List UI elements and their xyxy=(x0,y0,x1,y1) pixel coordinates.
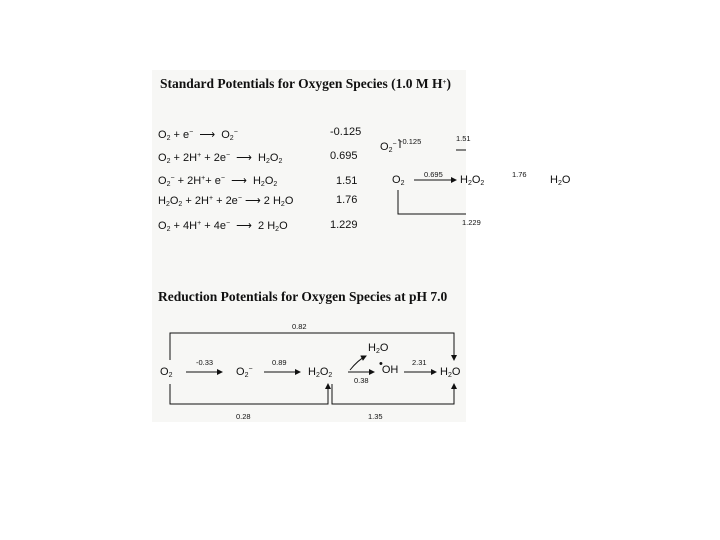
ph7-title: Reduction Potentials for Oxygen Species at pH 7.0 xyxy=(158,289,448,304)
reaction-2: $O_2 + 2H^+ + 2e^-$ ⟶ $H_2O_2$ xyxy=(158,152,283,165)
h2o-species: $H_2O$ xyxy=(550,174,571,187)
reaction-2-potential: 0.695 xyxy=(330,150,358,162)
standard-potentials-title: Standard Potentials for Oxygen Species (1.0 M H+) xyxy=(160,76,451,91)
ph7-label-0-28: 0.28 xyxy=(236,412,251,421)
ph7-label-2-31: 2.31 xyxy=(412,358,427,367)
oxygen-potentials-figure xyxy=(152,70,571,422)
ph7-top-bracket-arrow xyxy=(170,333,454,360)
reaction-5-potential: 1.229 xyxy=(330,219,358,231)
reaction-3-potential: 1.51 xyxy=(336,175,358,187)
ph7-label-1-35: 1.35 xyxy=(368,412,383,421)
ph7-label-neg-0-33: -0.33 xyxy=(196,358,214,367)
ph7-h2o2-species: $H_2O_2$ xyxy=(308,366,333,379)
ph7-o2-species: $O_2$ xyxy=(160,366,173,379)
h2o2-species: $H_2O_2$ xyxy=(460,174,485,187)
ph7-right-bottom-bracket-arrow xyxy=(332,384,454,404)
ph7-label-0-38: 0.38 xyxy=(354,376,369,385)
ph7-h2o-species: $H_2O$ xyxy=(440,366,461,379)
superoxide-species: $O_2^-$ xyxy=(380,141,397,154)
reaction-5: $O_2 + 4H^+ + 4e^-$ ⟶ 2 $H_2O$ xyxy=(158,220,288,233)
reaction-1-potential: -0.125 xyxy=(330,126,362,138)
reaction-3: $O_2^- + 2H^++ e^-$ ⟶ $H_2O_2$ xyxy=(158,175,278,188)
ph7-left-bottom-bracket-arrow xyxy=(170,384,328,404)
label-h2o2-to-h2o: 1.76 xyxy=(512,170,527,179)
reaction-4-potential: 1.76 xyxy=(336,194,358,206)
o2-to-h2o-arrow xyxy=(398,190,466,214)
label-superoxide-to-h2o2: 1.51 xyxy=(456,134,471,143)
superoxide-to-h2o2-arrow xyxy=(456,150,466,168)
ph7-label-0-82: 0.82 xyxy=(292,322,307,331)
o2-species: $O_2$ xyxy=(392,174,405,187)
ph7-superoxide-species: $O_2^-$ xyxy=(236,366,253,379)
label-o2-to-h2o: 1.229 xyxy=(462,218,481,227)
reaction-1: $O_2 + e^-$ ⟶ $O_2^-$ xyxy=(158,129,238,142)
label-o2-to-superoxide: -0.125 xyxy=(400,137,422,146)
reaction-4: $H_2O_2 + 2H^+ + 2e^-$ ⟶ 2 $H_2O$ xyxy=(158,195,294,208)
ph7-label-0-89: 0.89 xyxy=(272,358,287,367)
ph7-water-release-arrow xyxy=(350,356,366,370)
ph7-released-water: $H_2O$ xyxy=(368,342,389,355)
label-o2-to-h2o2: 0.695 xyxy=(424,170,443,179)
ph7-hydroxyl-species: •OH xyxy=(379,358,399,376)
